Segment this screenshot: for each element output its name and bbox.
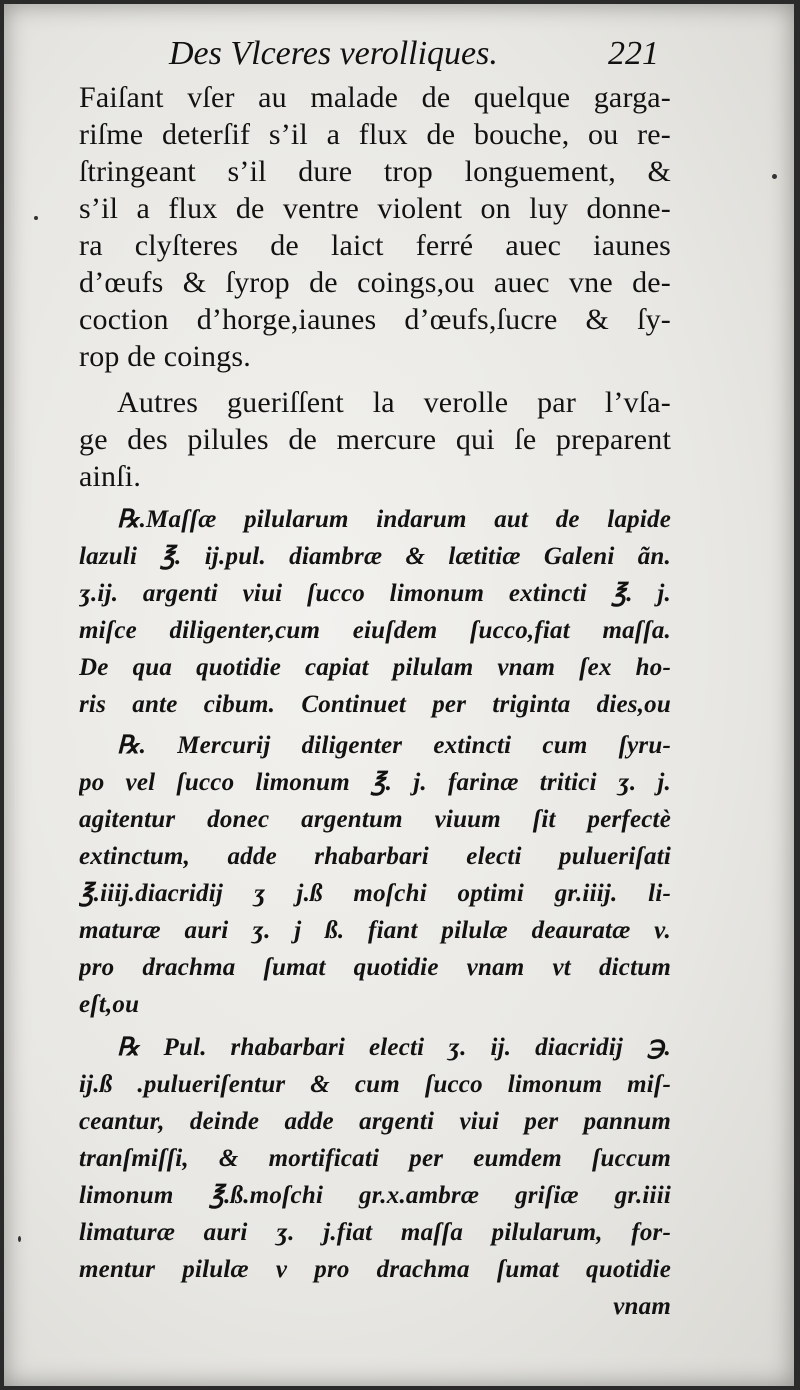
catchword: vnam: [613, 1293, 671, 1320]
ink-speck: [772, 174, 777, 179]
text-line: agitentur donec argentum viuum ſit perfectè: [79, 806, 671, 833]
text-line: ceantur, deinde adde argenti viui per pannum: [79, 1108, 671, 1135]
ink-speck: [18, 1236, 21, 1242]
text-line: ij.ß .pulueriſentur & cum ſucco limonum miſ-: [79, 1071, 671, 1098]
text-line: miſce diligenter,cum eiuſdem ſucco,fiat maſſa.: [79, 617, 671, 644]
text-line: mentur pilulæ v pro drachma ſumat quotidie: [79, 1256, 671, 1283]
text-line: ℞ Pul. rhabarbari electi ʒ. ij. diacridij ℈.: [117, 1034, 671, 1061]
text-line: ainſi.: [79, 460, 142, 493]
book-page: [4, 4, 794, 1386]
text-line: maturæ auri ʒ. j ß. fiant pilulæ deauratæ v.: [79, 917, 671, 944]
text-line: limaturæ auri ʒ. j.fiat maſſa pilularum, for-: [79, 1219, 671, 1246]
text-line: eſt,ou: [79, 991, 140, 1018]
text-line: Autres gueriſſent la verolle par l’vſa-: [117, 386, 671, 419]
text-line: coction d’horge,iaunes d’œufs,ſucre & ſy-: [79, 303, 671, 336]
text-line: ge des pilules de mercure qui ſe preparent: [79, 423, 671, 456]
text-line: extinctum, adde rhabarbari electi pulueriſati: [79, 843, 671, 870]
text-line: pro drachma ſumat quotidie vnam vt dictum: [79, 954, 671, 981]
text-line: s’il a flux de ventre violent on luy donne-: [79, 192, 671, 225]
text-line: rop de coings.: [79, 340, 251, 373]
text-line: ra clyſteres de laict ferré auec iaunes: [79, 229, 671, 262]
text-line: po vel ſucco limonum ℥. j. farinæ tritici ʒ. j.: [79, 769, 671, 796]
text-line: d’œufs & ſyrop de coings,ou auec vne de-: [79, 266, 671, 299]
running-header: [169, 32, 659, 76]
text-line: lazuli ℥. ij.pul. diambræ & lætitiæ Galeni ãn.: [79, 543, 671, 570]
running-title: Des Vlceres verolliques.: [169, 35, 498, 72]
page-number: 221: [608, 35, 659, 72]
text-line: ris ante cibum. Continuet per triginta dies,ou: [79, 691, 671, 718]
text-line: tranſmiſſi, & mortificati per eumdem ſuccum: [79, 1145, 671, 1172]
text-line: ℥.iiij.diacridij ʒ j.ß moſchi optimi gr.iiij. li-: [79, 880, 671, 907]
text-line: riſme deterſif s’il a flux de bouche, ou re-: [79, 118, 671, 151]
text-line: ſtringeant s’il dure trop longuement, &: [79, 155, 671, 188]
ink-speck: [34, 216, 38, 220]
text-line: ʒ.ij. argenti viui ſucco limonum extincti ℥. j.: [79, 580, 671, 607]
text-line: ℞.Maſſæ pilularum indarum aut de lapide: [117, 506, 671, 533]
text-line: Faiſant vſer au malade de quelque garga-: [79, 81, 671, 114]
text-line: De qua quotidie capiat pilulam vnam ſex ho-: [79, 654, 671, 681]
text-line: limonum ℥.ß.moſchi gr.x.ambræ griſiæ gr.iiii: [79, 1182, 671, 1209]
text-line: ℞. Mercurij diligenter extincti cum ſyru-: [117, 732, 671, 759]
